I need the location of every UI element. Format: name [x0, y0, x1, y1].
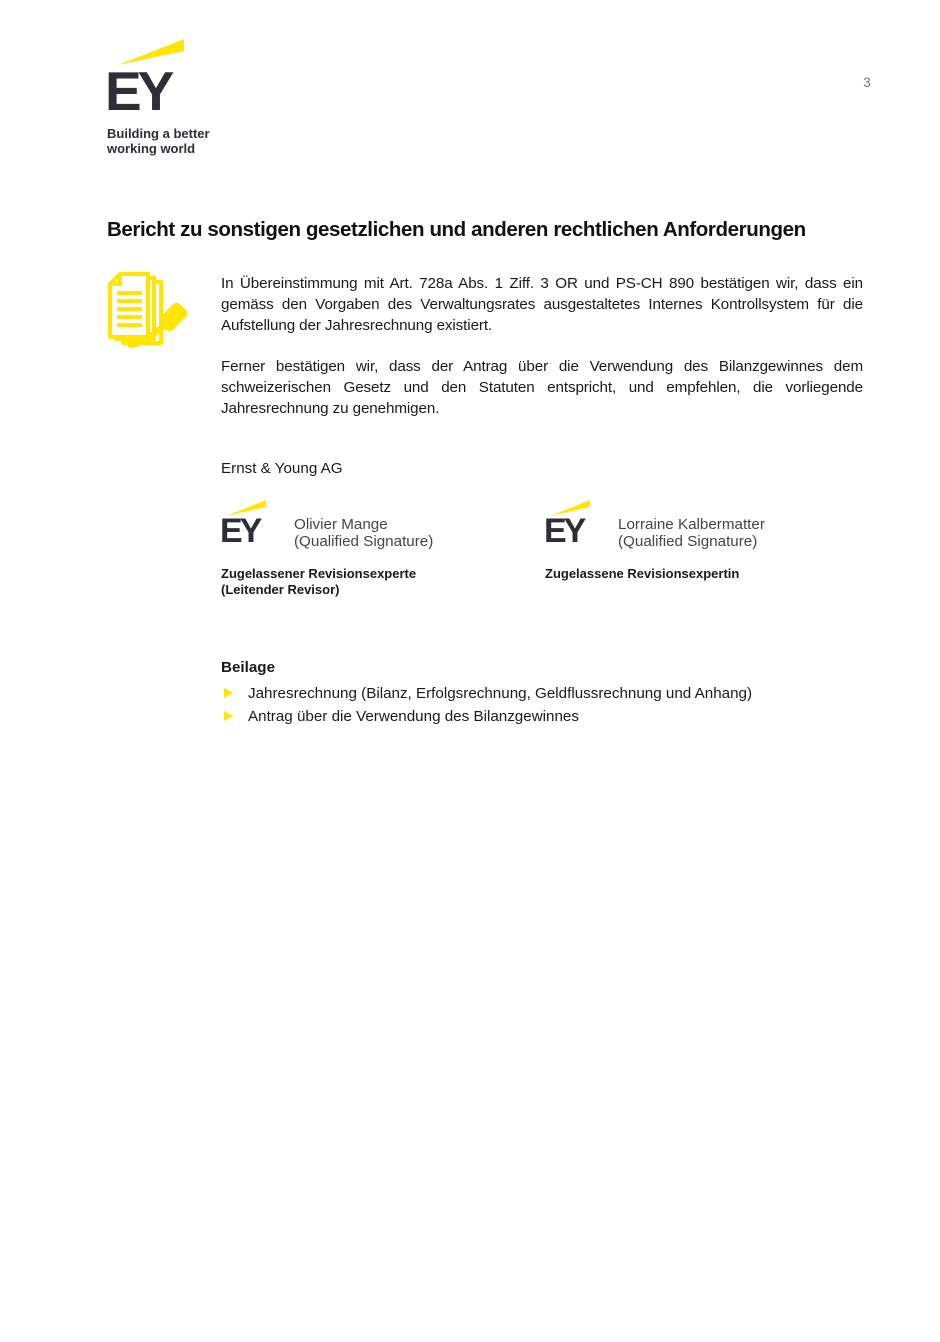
signature-note: (Qualified Signature) [618, 533, 758, 550]
attachments-title: Beilage [221, 659, 276, 676]
list-item [221, 705, 861, 728]
signatory-identity [618, 516, 765, 550]
documents-gavel-icon [102, 268, 190, 350]
attachment-item-label: Antrag über die Verwendung des Bilanzgewinnes [248, 708, 579, 725]
signatory-role [221, 566, 416, 598]
signature-block-right [545, 496, 860, 608]
signatory-role-line1: Zugelassene Revisionsexpertin [545, 566, 740, 581]
signatory-role-line2: (Leitender Revisor) [221, 582, 340, 597]
paragraph-internal-control: In Übereinstimmung mit Art. 728a Abs. 1 Ziff. 3 OR und PS-CH 890 bestätigen wir, dass ein gemäss den Vorgaben des Verwaltungsrates ausgestaltetes Internes Kontrollsystem für die Aufstellung der Jahresrechnung existiert. [221, 275, 863, 334]
firm-name: Ernst & Young AG [221, 460, 343, 477]
signatory-role [545, 566, 739, 582]
page-number: 3 [863, 75, 871, 90]
ey-logo [107, 38, 227, 158]
triangle-bullet-icon [224, 688, 233, 698]
signature-block-left [221, 496, 536, 608]
ey-tagline-line1: Building a better [107, 126, 210, 141]
ey-logo-text: EY [544, 512, 584, 550]
list-item [221, 682, 861, 705]
ey-logo-small [545, 496, 593, 556]
signature-note: (Qualified Signature) [294, 533, 434, 550]
ey-tagline [107, 126, 210, 156]
attachments-section [221, 658, 861, 728]
ey-logo-text: EY [105, 60, 171, 122]
signatory-name: Olivier Mange [294, 516, 388, 533]
signatory-name: Lorraine Kalbermatter [618, 516, 765, 533]
attachment-item-label: Jahresrechnung (Bilanz, Erfolgsrechnung, Geldflussrechnung und Anhang) [248, 685, 753, 702]
attachments-list [221, 682, 861, 728]
signatory-identity [294, 516, 433, 550]
ey-logo-small [221, 496, 269, 556]
ey-logo-text: EY [220, 512, 260, 550]
triangle-bullet-icon [224, 711, 233, 721]
signatory-role-line1: Zugelassener Revisionsexperte [221, 566, 417, 581]
page-title: Bericht zu sonstigen gesetzlichen und anderen rechtlichen Anforderungen [107, 218, 806, 241]
paragraph-profit-appropriation: Ferner bestätigen wir, dass der Antrag über die Verwendung des Bilanzgewinnes dem schweizerischen Gesetz und den Statuten entspricht, und empfehlen, die vorliegende Jahresrechnung zu genehmigen. [221, 358, 863, 417]
ey-tagline-line2: working world [107, 141, 196, 156]
